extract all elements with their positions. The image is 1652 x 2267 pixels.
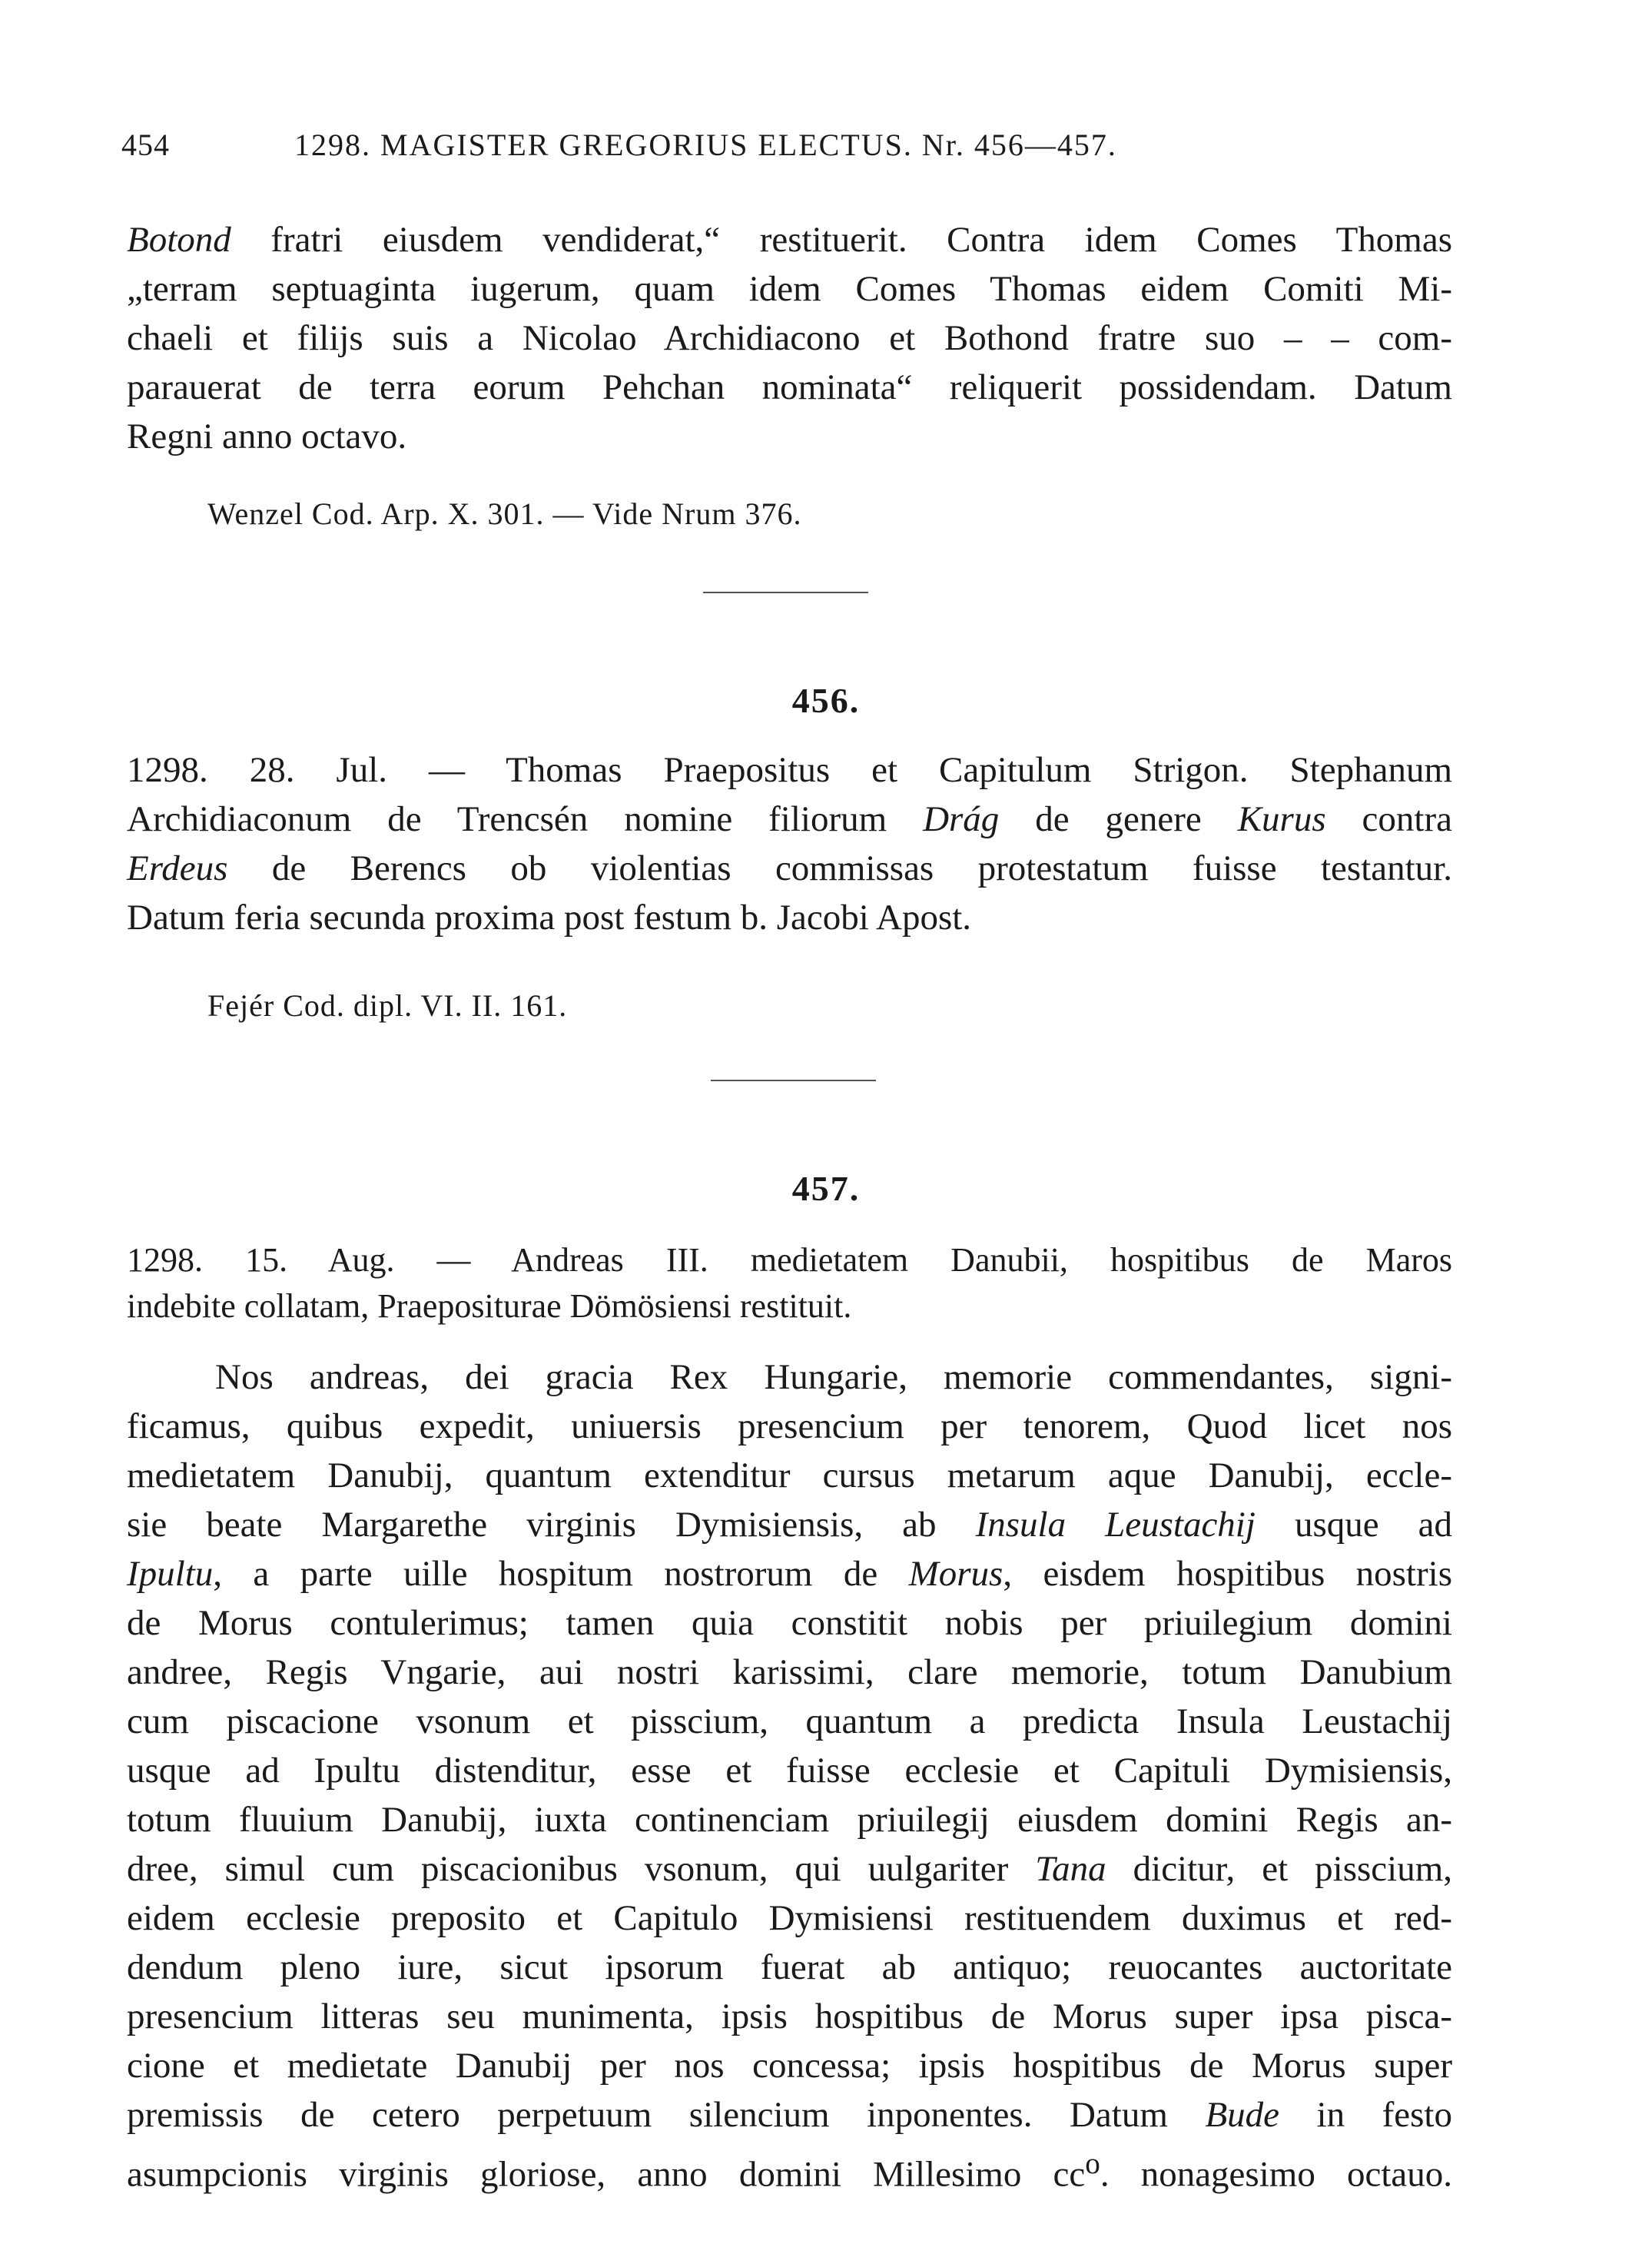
text-line [127, 1598, 1452, 1648]
text-run: , a parte uille hospitum nostrorum de [213, 1554, 909, 1594]
text-line [127, 264, 1452, 314]
text-run: 1298. 15. Aug. — Andreas III. medietatem Danubii, hospitibus de Maros [127, 1241, 1452, 1279]
text-line [127, 844, 1452, 893]
text-run: indebite collatam, Praeposituraе Dömösiensi restituit. [127, 1287, 852, 1325]
text-run: . nonagesimo octauo. [1100, 2154, 1452, 2195]
text-run: asumpcionis virginis gloriose, anno domini Millesimo cc [127, 2154, 1086, 2195]
text-run: presencium litteras seu munimenta, ipsis hospitibus de Morus super ipsa pisca- [127, 1996, 1452, 2036]
text-line [127, 1451, 1452, 1500]
text-line [127, 795, 1452, 844]
text-line [127, 1283, 1452, 1329]
text-line [127, 1894, 1452, 1943]
text-line [127, 1402, 1452, 1451]
page-number: 454 [121, 128, 170, 162]
running-header [121, 127, 1528, 173]
text-line [127, 1795, 1452, 1844]
italic-name: Tana [1035, 1849, 1106, 1889]
text-line [127, 1697, 1452, 1746]
text-run: dendum pleno iure, sicut ipsorum fuerat ab antiquo; reuocantes auctoritate [127, 1947, 1452, 1987]
text-run: Datum feria secunda proxima post festum b. Jacobi Apost. [127, 898, 972, 938]
citation-456: Fejér Cod. dipl. VI. II. 161. [207, 988, 568, 1023]
text-run: de Morus contulerimus; tamen quia constitit nobis per priuilegium domini [127, 1603, 1452, 1643]
text-line [127, 745, 1452, 795]
text-run: usque ad [1255, 1505, 1452, 1545]
text-line [127, 1844, 1452, 1894]
text-run: in festo [1279, 2095, 1452, 2135]
italic-name: Drág [923, 799, 1000, 839]
text-run: sie beate Margarethe virginis Dymisiensis, ab [127, 1505, 976, 1545]
text-line [127, 215, 1452, 264]
italic-name: Bude [1205, 2095, 1280, 2135]
text-run: dree, simul cum piscacionibus vsonum, qui uulgariter [127, 1849, 1036, 1889]
text-line [127, 314, 1452, 363]
text-run: premissis de cetero perpetuum silencium inponentes. Datum [127, 2095, 1206, 2135]
italic-name: Botond [127, 220, 231, 260]
entry-456-summary [127, 745, 1452, 942]
text-run: medietatem Danubij, quantum extenditur cursus metarum aque Danubij, eccle- [127, 1455, 1452, 1495]
text-run: dicitur, et pisscium, [1106, 1849, 1453, 1889]
text-run: contra [1325, 799, 1452, 839]
italic-name: Insula Leustachij [975, 1505, 1256, 1545]
text-line [127, 2041, 1452, 2090]
text-run: chaeli et filijs suis a Nicolao Archidiacono et Bothond fratre suo – – com- [127, 318, 1452, 358]
text-line [127, 1648, 1452, 1697]
section-divider [711, 1080, 876, 1081]
citation-prev-entry: Wenzel Cod. Arp. X. 301. — Vide Nrum 376. [207, 496, 802, 531]
italic-name: Ipultu [127, 1554, 214, 1594]
text-run: de genere [999, 799, 1238, 839]
text-run: „terram septuaginta iugerum, quam idem Comes Thomas eidem Comiti Mi- [127, 269, 1452, 309]
text-line [127, 1353, 1452, 1402]
entry-457-regest [127, 1237, 1452, 1329]
text-run: Nos andreas, dei gracia Rex Hungarie, memorie commendantes, signi- [215, 1357, 1452, 1397]
italic-name: Morus [908, 1554, 1003, 1594]
text-run: Archidiaconum de Trencsén nomine filiorum [127, 799, 924, 839]
section-divider [703, 592, 868, 593]
text-run: cione et medietate Danubij per nos concessa; ipsis hospitibus de Morus super [127, 2046, 1452, 2086]
italic-name: Erdeus [127, 848, 228, 888]
text-line [127, 1943, 1452, 1992]
running-title: 1298. MAGISTER GREGORIUS ELECTUS. Nr. 456—457. [294, 128, 1117, 162]
text-line [127, 893, 1452, 942]
text-run: , eisdem hospitibus nostris [1003, 1554, 1452, 1594]
text-run: fratri eiusdem vendiderat,“ restituerit. Contra idem Comes Thomas [231, 220, 1452, 260]
text-run: cum piscacione vsonum et pisscium, quantum a predicta Insula Leustachij [127, 1701, 1452, 1741]
text-run: o [1085, 2147, 1100, 2180]
text-line [127, 1237, 1452, 1283]
text-line [127, 2139, 1452, 2195]
text-run: andree, Regis Vngarie, aui nostri karissimi, clare memorie, totum Danubium [127, 1652, 1452, 1692]
text-run: eidem ecclesie preposito et Capitulo Dymisiensi restituendem duximus et red- [127, 1898, 1452, 1938]
text-run: usque ad Ipultu distenditur, esse et fuisse ecclesie et Capituli Dymisiensis, [127, 1751, 1452, 1791]
text-run: 1298. 28. Jul. — Thomas Praepositus et Capitulum Strigon. Stephanum [127, 750, 1452, 790]
text-run: totum fluuium Danubij, iuxta continenciam priuilegij eiusdem domini Regis an- [127, 1800, 1452, 1840]
text-line [127, 2090, 1452, 2139]
italic-name: Kurus [1237, 799, 1326, 839]
text-run: ficamus, quibus expedit, uniuersis presencium per tenorem, Quod licet nos [127, 1406, 1452, 1446]
entry-number-456: 456. [791, 681, 861, 720]
text-line [127, 1500, 1452, 1549]
text-line [127, 1746, 1452, 1795]
text-line [127, 363, 1452, 412]
text-run: Regni anno octavo. [127, 417, 407, 456]
continuation-text [127, 215, 1452, 461]
entry-457-charter-text [127, 1353, 1453, 2195]
text-line [127, 1992, 1452, 2041]
text-run: de Berencs ob violentias commissas protestatum fuisse testantur. [227, 848, 1452, 888]
text-run: parauerat de terra eorum Pehchan nominata“ reliquerit possidendam. Datum [127, 367, 1452, 407]
text-line [127, 412, 1452, 461]
entry-number-457: 457. [791, 1169, 861, 1208]
text-line [127, 1549, 1452, 1598]
